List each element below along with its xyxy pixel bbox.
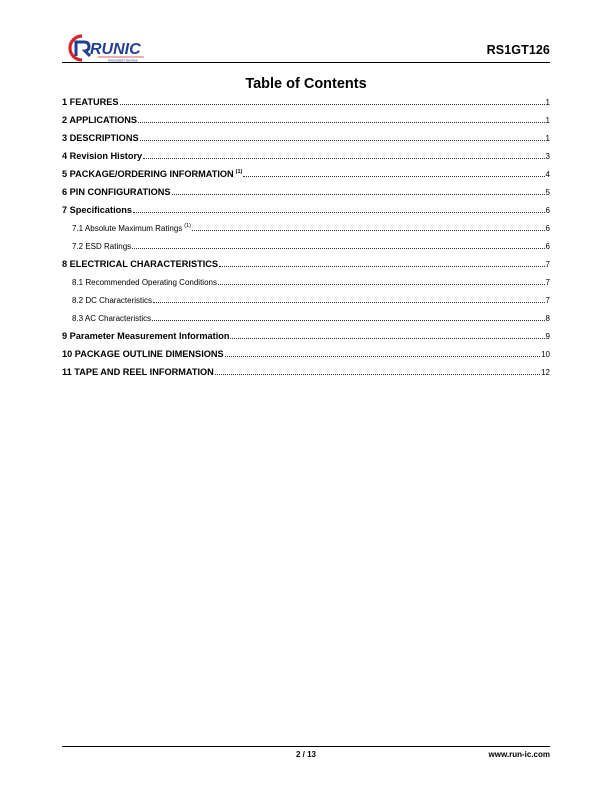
toc-entry-label: 8.2 DC Characteristics xyxy=(72,296,153,305)
toc-entry-label: 2 APPLICATIONS xyxy=(62,115,138,125)
toc-entry-page: 10 xyxy=(541,350,550,359)
toc-entry-label: 8.1 Recommended Operating Conditions xyxy=(72,278,217,287)
toc-entry-page: 1 xyxy=(545,116,550,125)
toc-entry-page: 1 xyxy=(545,134,550,143)
toc-entry-page: 1 xyxy=(545,98,550,107)
toc-title: Table of Contents xyxy=(245,76,367,92)
toc-entry[interactable] xyxy=(62,288,550,306)
toc-entry-page: 4 xyxy=(545,170,550,179)
footer-page-indicator: 2 / 13 xyxy=(295,750,316,759)
toc-entry-label: 10 PACKAGE OUTLINE DIMENSIONS xyxy=(62,349,224,359)
toc-dot-leader xyxy=(133,212,545,213)
logo-tagline: Innovation Service xyxy=(108,58,138,63)
toc-dot-leader xyxy=(143,158,544,159)
toc-entry[interactable] xyxy=(62,108,550,126)
toc-entry[interactable] xyxy=(62,270,550,288)
toc-dot-leader xyxy=(225,356,540,357)
toc-entry-label: 7 Specifications xyxy=(62,205,132,215)
toc-entry-page: 7 xyxy=(545,278,550,287)
toc-entry-label: 7.1 Absolute Maximum Ratings $^{(1)}$ xyxy=(72,223,192,233)
toc-entry-label: 4 Revision History xyxy=(62,151,143,161)
toc-entry-label: 9 Parameter Measurement Information xyxy=(62,331,230,341)
toc-entry[interactable] xyxy=(62,90,550,108)
toc-dot-leader xyxy=(132,248,544,249)
toc-entry-label: 7.2 ESD Ratings xyxy=(72,242,132,251)
toc-entry[interactable] xyxy=(62,180,550,198)
toc-dot-leader xyxy=(243,176,544,177)
toc-entry-page: 7 xyxy=(545,260,550,269)
toc-entry-label: 6 PIN CONFIGURATIONS xyxy=(62,187,171,197)
toc-entry-label: 1 FEATURES xyxy=(62,97,119,107)
toc-entry[interactable] xyxy=(62,252,550,270)
toc-entry-page: 9 xyxy=(545,332,550,341)
toc-entry-label: 8 ELECTRICAL CHARACTERISTICS xyxy=(62,259,219,269)
toc-list xyxy=(62,90,550,378)
toc-entry[interactable] xyxy=(62,144,550,162)
toc-entry[interactable] xyxy=(62,162,550,180)
runic-logo xyxy=(68,32,148,64)
toc-entry-label: 11 TAPE AND REEL INFORMATION xyxy=(62,367,214,377)
toc-dot-leader xyxy=(230,338,544,339)
toc-entry[interactable] xyxy=(62,324,550,342)
toc-dot-leader xyxy=(138,122,545,123)
toc-entry-page: 12 xyxy=(541,368,550,377)
toc-entry[interactable] xyxy=(62,360,550,378)
toc-dot-leader xyxy=(153,302,545,303)
toc-entry-note: (1) xyxy=(235,169,243,175)
toc-entry[interactable] xyxy=(62,306,550,324)
footer-website-link[interactable]: www.run-ic.com xyxy=(488,750,550,759)
toc-entry-note: (1) xyxy=(184,223,192,229)
page-header xyxy=(62,30,550,66)
toc-entry-page: 6 xyxy=(545,224,550,233)
toc-dot-leader xyxy=(218,284,545,285)
footer-divider xyxy=(62,746,550,747)
toc-entry-label: 3 DESCRIPTIONS xyxy=(62,133,139,143)
toc-entry[interactable] xyxy=(62,126,550,144)
toc-entry-page: 3 xyxy=(545,152,550,161)
toc-entry[interactable] xyxy=(62,198,550,216)
header-divider xyxy=(62,62,550,63)
toc-entry-label: 5 PACKAGE/ORDERING INFORMATION $^{(1)}$ xyxy=(62,169,243,179)
toc-dot-leader xyxy=(120,104,545,105)
toc-entry-page: 7 xyxy=(545,296,550,305)
toc-dot-leader xyxy=(152,320,544,321)
toc-entry-page: 8 xyxy=(545,314,550,323)
toc-entry[interactable] xyxy=(62,234,550,252)
toc-entry-label: 8.3 AC Characteristics xyxy=(72,314,152,323)
toc-entry[interactable] xyxy=(62,342,550,360)
toc-dot-leader xyxy=(215,374,540,375)
toc-entry-page: 6 xyxy=(545,206,550,215)
part-number: RS1GT126 xyxy=(486,43,550,57)
toc-entry[interactable] xyxy=(62,216,550,234)
toc-dot-leader xyxy=(219,266,545,267)
toc-dot-leader xyxy=(140,140,545,141)
svg-text:RUNIC: RUNIC xyxy=(90,41,141,58)
toc-entry-page: 5 xyxy=(545,188,550,197)
toc-entry-page: 6 xyxy=(545,242,550,251)
toc-dot-leader xyxy=(192,230,545,231)
toc-dot-leader xyxy=(172,194,545,195)
